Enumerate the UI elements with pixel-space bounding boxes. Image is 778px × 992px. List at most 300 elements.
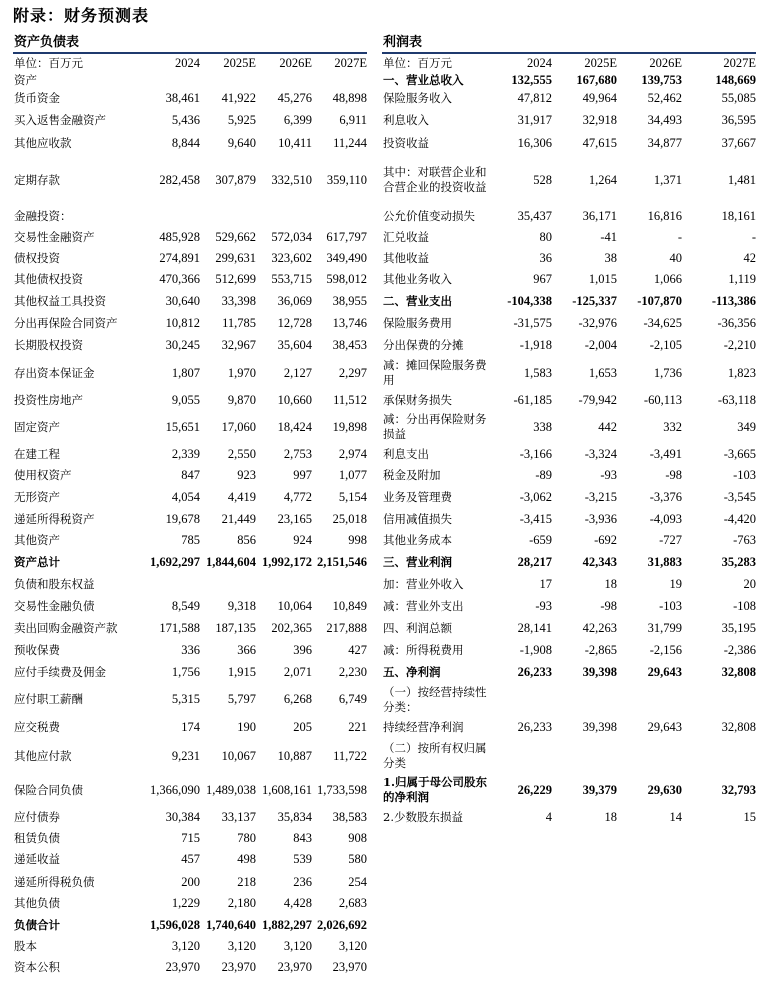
cell-value: 139,753 [641,72,682,87]
row-label: 负债和股东权益 [14,577,95,591]
table-row [13,334,367,356]
cell-value: 2,071 [283,664,312,679]
cell-value: 32,808 [721,720,756,734]
cell-value: -4,420 [723,512,756,526]
cell-value: 9,870 [227,392,256,407]
cell-value: 18 [604,577,617,591]
cell-value: -31,575 [513,315,552,330]
table-row [13,574,367,595]
cell-value: 30,640 [165,293,200,308]
cell-value: 10,660 [277,392,312,407]
cell-value: -61,185 [513,392,552,407]
cell-value: -4,093 [649,512,682,526]
table-row [13,551,367,574]
cell-value: -1,918 [519,337,552,352]
row-label: 保险服务收入 [383,91,452,105]
cell-value: -79,942 [578,392,617,407]
cell-value: 924 [293,533,312,547]
cell-value: 1,264 [588,172,617,187]
table-row [13,773,367,807]
table-row [13,595,367,617]
row-label: 其他资产 [14,533,60,547]
table-row [13,828,367,848]
row-label: 承保财务损失 [383,392,452,407]
row-label: 减：分出再保险财务损益 [383,412,487,441]
table-row [382,530,756,551]
row-label: （一）按经营持续性分类： [383,684,487,714]
cell-value: 396 [293,642,312,657]
table-row [13,206,367,227]
table-row [13,716,367,739]
cell-value: 1,366,090 [150,782,200,797]
cell-value: 11,512 [333,392,367,407]
table-row [382,410,756,444]
cell-value: 2,753 [283,447,312,461]
cell-value: -3,062 [519,490,552,504]
cell-value: 17 [539,577,552,591]
cell-value: 42,343 [582,555,617,569]
row-label: 股本 [14,939,37,953]
row-label: 应付手续费及佣金 [14,664,106,679]
table-row [13,683,367,716]
table-row [13,893,367,914]
row-label: 利息支出 [383,447,429,461]
cell-value: 617,797 [326,230,367,244]
table-row [382,574,756,595]
table-row [13,465,367,486]
row-label: 三、营业利润 [383,555,452,569]
cell-value: 349 [737,419,756,434]
cell-value: 37,667 [721,135,756,150]
row-label: 使用权资产 [14,468,72,482]
row-label: 买入返售金融资产 [14,113,106,127]
cell-value: -34,625 [643,315,682,330]
table-row [382,807,756,828]
table-row [13,72,367,88]
cell-value [135,72,200,88]
row-label: 二、营业支出 [383,293,452,308]
cell-value: 553,715 [271,272,312,286]
cell-value: 2,297 [338,365,367,380]
cell-value: 4,428 [283,896,312,910]
cell-value: 598,012 [326,272,367,286]
cell-value: 9,231 [171,748,200,763]
year-header: 2027E [334,55,367,70]
row-label: 投资性房地产 [14,392,83,407]
cell-value: 1,756 [171,664,200,679]
cell-value: -93 [535,598,552,613]
cell-value: -763 [733,533,756,547]
cell-value: 5,154 [338,490,367,504]
row-label: 汇兑收益 [383,230,429,244]
cell-value: 3,120 [283,939,312,953]
cell-value: -113,386 [711,293,756,308]
row-label: 税金及附加 [383,468,441,482]
cell-value: 16,816 [647,209,682,223]
page-title: 附录：财务预测表 [13,6,150,25]
row-label: 资产 [14,72,37,87]
row-label: 其他业务收入 [383,272,452,286]
cell-value: 1,692,297 [150,555,200,569]
cell-value: 15 [743,810,756,824]
cell-value: 3,120 [171,939,200,953]
cell-value: 442 [598,419,617,434]
cell-value: 485,928 [159,230,200,244]
cell-value: 1,807 [171,365,200,380]
cell-value: 18,161 [721,209,756,223]
cell-value: 80 [539,230,552,244]
cell-value: 15,651 [165,419,200,434]
cell-value: 2,180 [227,896,256,910]
cell-value: -3,936 [584,512,617,526]
unit-label: 单位：百万元 [14,55,83,70]
row-label: 其他负债 [14,896,60,910]
row-label: 投资收益 [383,135,429,150]
cell-value: 11,785 [222,315,256,330]
table-row [382,661,756,683]
cell-value: -3,491 [649,447,682,461]
cell-value: 997 [293,468,312,482]
cell-value: -3,415 [519,512,552,526]
cell-value: 40 [669,251,682,265]
cell-value: 21,449 [221,512,256,526]
cell-value: 1,844,604 [206,555,256,569]
cell-value: 4,772 [283,490,312,504]
cell-value: 323,602 [271,251,312,265]
row-label: 交易性金融负债 [14,598,95,613]
table-row [13,639,367,661]
cell-value: - [751,230,756,244]
cell-value: 31,917 [517,113,552,127]
cell-value: -3,376 [649,490,682,504]
table-row [13,661,367,683]
cell-value: -2,004 [584,337,617,352]
cell-value [200,574,256,595]
table-row [13,936,367,957]
table-row [382,617,756,639]
cell-value: 218 [237,874,256,889]
cell-value: 47,615 [582,135,617,150]
table-row [13,109,367,132]
row-label: 利息收入 [383,113,429,127]
cell-value: -727 [659,533,682,547]
cell-value: -125,337 [572,293,617,308]
cell-value: 12,728 [277,315,312,330]
table-row [13,444,367,465]
cell-value: 1,077 [338,468,367,482]
row-label: 减：营业外支出 [383,598,464,613]
table-row [382,444,756,465]
cell-value: 39,398 [582,720,617,734]
table-row [13,290,367,312]
cell-value [312,574,367,595]
table-row [382,227,756,248]
row-label: 资本公积 [14,959,60,974]
cell-value: -3,166 [519,447,552,461]
cell-value: 528 [533,172,552,187]
table-row [13,356,367,390]
cell-value: 10,887 [277,748,312,763]
cell-value: 299,631 [215,251,256,265]
cell-value: 11,244 [333,135,367,150]
cell-value: 1,229 [171,896,200,910]
table-row [382,739,756,773]
cell-value: 8,549 [171,598,200,613]
year-header: 2026E [649,55,682,70]
cell-value [682,739,756,773]
cell-value: 512,699 [215,272,256,286]
cell-value: 338 [533,419,552,434]
row-label: 分出再保险合同资产 [14,315,118,330]
cell-value: -63,118 [717,392,756,407]
table-row [13,227,367,248]
cell-value: -659 [529,533,552,547]
row-label: 在建工程 [14,447,60,461]
cell-value: -93 [600,468,617,482]
table-row [382,109,756,132]
cell-value: 307,879 [215,172,256,187]
cell-value: 47,812 [517,91,552,105]
cell-value: -103 [733,468,756,482]
cell-value: -60,113 [643,392,682,407]
row-label: 递延收益 [14,852,60,866]
cell-value: 174 [181,720,200,734]
table-row [13,509,367,530]
row-label: 业务及管理费 [383,490,452,504]
table-row [382,716,756,739]
cell-value: 923 [237,468,256,482]
cell-value: 35,604 [277,337,312,352]
cell-value: - [677,230,682,244]
row-label: 1.归属于母公司股东的净利润 [383,775,488,804]
cell-value: 236 [293,874,312,889]
cell-value: -3,665 [723,447,756,461]
row-label: 定期存款 [14,172,60,187]
row-label: 其他收益 [383,251,429,265]
cell-value: 13,746 [332,315,367,330]
cell-value: -104,338 [507,293,552,308]
row-label: 保险合同负债 [14,782,83,797]
cell-value: 1,066 [653,272,682,286]
cell-value: 967 [533,272,552,286]
cell-value: 3,120 [338,939,367,953]
row-label: （二）按所有权归属分类 [383,741,487,770]
cell-value: 38,955 [332,293,367,308]
year-header: 2027E [723,55,756,70]
cell-value: -3,215 [584,490,617,504]
income-statement-title: 利润表 [383,35,423,50]
cell-value: 2,974 [338,447,367,461]
cell-value: 30,245 [165,337,200,352]
cell-value: 998 [348,533,367,547]
cell-value: 49,964 [582,91,617,105]
cell-value: -3,545 [723,490,756,504]
cell-value [256,574,312,595]
cell-value: -98 [665,468,682,482]
cell-value: 2,127 [283,365,312,380]
table-row [382,312,756,334]
cell-value: -108 [733,598,756,613]
row-label: 一、营业总收入 [383,72,464,87]
cell-value: 19 [669,577,682,591]
cell-value: 32,808 [721,664,756,679]
cell-value: 32,918 [582,113,617,127]
table-row [13,248,367,269]
header-row [382,54,756,72]
row-label: 信用减值损失 [383,512,452,526]
cell-value: 38,453 [332,337,367,352]
year-header: 2025E [223,55,256,70]
table-row [382,683,756,716]
cell-value [200,206,256,227]
cell-value: -103 [659,598,682,613]
cell-value: 18,424 [277,419,312,434]
cell-value: 254 [348,874,367,889]
cell-value: 23,970 [165,959,200,974]
cell-value: 4 [545,810,552,824]
cell-value: -692 [594,533,617,547]
table-row [382,88,756,109]
row-label: 应交税费 [14,720,60,734]
table-row [382,465,756,486]
cell-value: 34,493 [647,113,682,127]
table-row [13,269,367,290]
row-label: 固定资产 [14,419,60,434]
cell-value: 5,436 [171,113,200,127]
cell-value: 36,069 [277,293,312,308]
cell-value: 55,085 [721,91,756,105]
cell-value [256,206,312,227]
table-row [13,486,367,509]
table-row [13,617,367,639]
row-label: 其他应收款 [14,135,72,150]
cell-value: 427 [348,642,367,657]
cell-value: 23,165 [277,512,312,526]
cell-value: 274,891 [159,251,200,265]
row-label: 应付职工薪酬 [14,692,83,706]
cell-value: 171,588 [159,620,200,635]
cell-value: 10,064 [277,598,312,613]
table-row [13,88,367,109]
cell-value: 3,120 [227,939,256,953]
cell-value: 856 [237,533,256,547]
cell-value: 11,722 [333,748,367,763]
cell-value: 42 [743,251,756,265]
cell-value: 2,230 [338,664,367,679]
cell-value: 1,823 [727,365,756,380]
cell-value: 30,384 [165,810,200,824]
table-row [382,551,756,574]
year-header: 2024 [175,55,200,70]
cell-value: 9,318 [227,598,256,613]
table-row [382,356,756,390]
cell-value: 148,669 [715,72,756,87]
table-row [382,390,756,410]
cell-value: 16,306 [517,135,552,150]
cell-value: 31,799 [647,620,682,635]
cell-value: 36 [539,251,552,265]
cell-value: 8,844 [171,135,200,150]
cell-value: 18 [604,810,617,824]
row-label: 其他权益工具投资 [14,293,106,308]
row-label: 持续经营净利润 [383,720,464,734]
cell-value: 14 [669,810,682,824]
cell-value [135,574,200,595]
cell-value: 359,110 [326,172,367,187]
cell-value: 1,733,598 [317,782,367,797]
row-label: 四、利润总额 [383,620,452,635]
cell-value: 10,067 [221,748,256,763]
row-label: 交易性金融资产 [14,230,95,244]
cell-value: 19,898 [332,419,367,434]
table-row [382,72,756,88]
cell-value: 6,399 [283,113,312,127]
table-row [13,957,367,977]
cell-value: -36,356 [717,315,756,330]
row-label: 金融投资： [14,209,72,223]
cell-value: 572,034 [271,230,312,244]
cell-value: -2,105 [649,337,682,352]
table-row [382,206,756,227]
cell-value: 39,379 [582,782,617,797]
cell-value: 6,749 [338,692,367,706]
cell-value: 23,970 [277,959,312,974]
table-row [382,248,756,269]
cell-value: 366 [237,642,256,657]
cell-value: -2,865 [584,642,617,657]
cell-value: 1,736 [653,365,682,380]
cell-value: 33,137 [221,810,256,824]
income-statement-panel [382,34,756,828]
cell-value: 31,883 [647,555,682,569]
cell-value: 36,171 [582,209,617,223]
cell-value: 1,481 [727,172,756,187]
cell-value: 48,898 [332,91,367,105]
income-statement-table [382,54,756,828]
cell-value: 5,315 [171,692,200,706]
year-header: 2024 [527,55,552,70]
cell-value: 1,596,028 [150,917,200,932]
cell-value: 41,922 [221,91,256,105]
cell-value: 28,217 [517,555,552,569]
cell-value: 2,550 [227,447,256,461]
cell-value: 221 [348,720,367,734]
cell-value [552,739,617,773]
cell-value [617,683,682,716]
header-row [13,54,367,72]
row-label: 其他应付款 [14,748,72,763]
cell-value: 132,555 [511,72,552,87]
cell-value: 39,398 [582,664,617,679]
cell-value [256,72,312,88]
row-label: 递延所得税负债 [14,874,95,889]
cell-value: 26,233 [517,664,552,679]
table-row [382,290,756,312]
table-row [13,914,367,936]
cell-value: -98 [600,598,617,613]
cell-value [200,72,256,88]
table-row [382,486,756,509]
cell-value: 529,662 [215,230,256,244]
cell-value: 1,015 [588,272,617,286]
cell-value: 217,888 [326,620,367,635]
cell-value: 10,849 [332,598,367,613]
cell-value: 45,276 [277,91,312,105]
cell-value: 20 [743,577,756,591]
row-label: 无形资产 [14,490,60,504]
table-row [382,334,756,356]
cell-value: 187,135 [215,620,256,635]
